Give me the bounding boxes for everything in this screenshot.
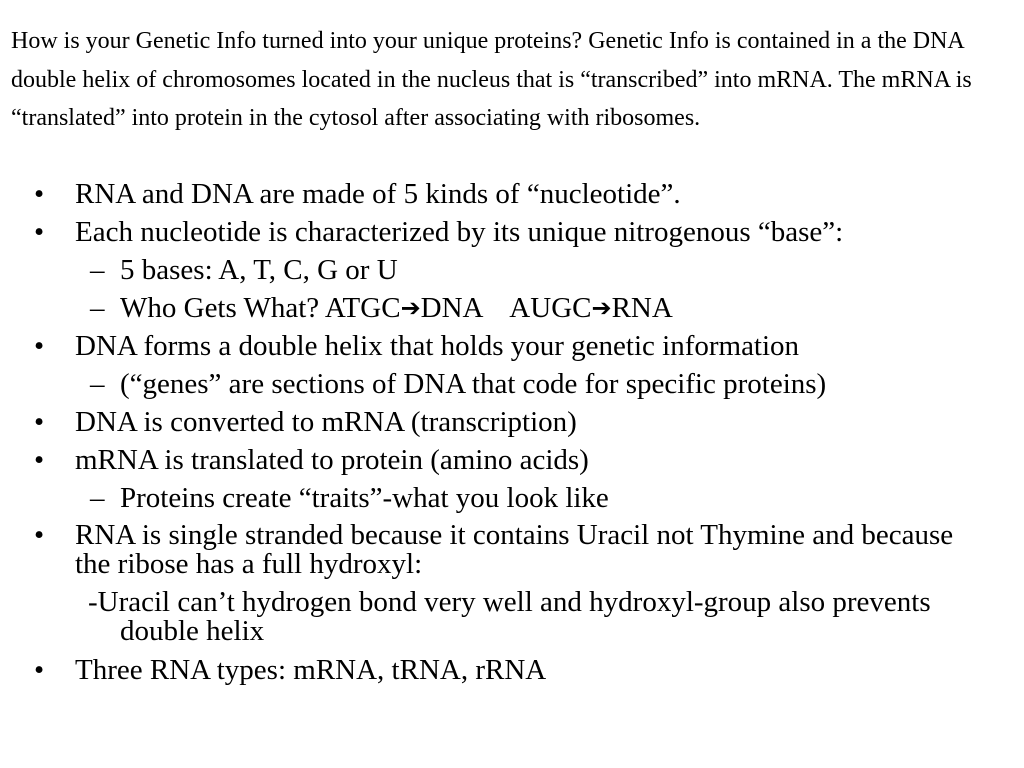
dash-marker: – bbox=[90, 254, 105, 286]
bullet-text: Three RNA types: mRNA, tRNA, rRNA bbox=[75, 654, 547, 686]
bullet-marker: • bbox=[34, 519, 45, 551]
bullet-text: mRNA is translated to protein (amino acids) bbox=[75, 444, 589, 476]
rna-bases: AUGC bbox=[481, 292, 592, 324]
bullet-nucleotides bbox=[0, 175, 1024, 213]
right-arrow-icon: ➔ bbox=[591, 294, 612, 322]
bullet-text: DNA is converted to mRNA (transcription) bbox=[75, 406, 577, 438]
sub-bullet-five-bases bbox=[0, 251, 1024, 289]
bullet-text: DNA forms a double helix that holds your genetic information bbox=[75, 330, 800, 362]
bullet-list bbox=[0, 175, 1024, 689]
bullet-marker: • bbox=[34, 178, 45, 210]
bullet-rna-types bbox=[0, 651, 1024, 689]
bullet-text: RNA is single stranded because it contains Uracil not Thymine and because the ribose has a full hydroxyl: bbox=[75, 519, 954, 580]
bullet-text: RNA and DNA are made of 5 kinds of “nucleotide”. bbox=[75, 178, 681, 210]
bullet-marker: • bbox=[34, 654, 45, 686]
bullet-marker: • bbox=[34, 330, 45, 362]
dash-marker: – bbox=[90, 482, 105, 514]
bullet-single-stranded bbox=[0, 517, 995, 584]
sub-bullet-text: 5 bases: A, T, C, G or U bbox=[120, 254, 398, 286]
rna-label: RNA bbox=[611, 292, 673, 324]
intro-paragraph: How is your Genetic Info turned into your unique proteins? Genetic Info is contained in a the DNA double helix of chromosomes located in the nucleus that is “transcribed” into mRNA. The mRNA is “translated” into protein in the cytosol after associating with ribosomes. bbox=[11, 28, 972, 131]
right-arrow-icon: ➔ bbox=[400, 294, 421, 322]
dash-marker: – bbox=[90, 368, 105, 400]
bullet-marker: • bbox=[34, 406, 45, 438]
uracil-note: -Uracil can’t hydrogen bond very well and hydroxyl-group also prevents double helix bbox=[88, 586, 931, 647]
dash-marker: – bbox=[90, 292, 105, 324]
sub-bullet-text: Who Gets What? ATGC bbox=[120, 292, 401, 324]
bullet-marker: • bbox=[34, 444, 45, 476]
bullet-bases bbox=[0, 213, 1024, 251]
dna-label: DNA bbox=[420, 292, 482, 324]
bullet-translation bbox=[0, 441, 1024, 479]
sub-bullet-genes bbox=[0, 365, 1024, 403]
sub-bullet-text: (“genes” are sections of DNA that code for specific proteins) bbox=[120, 368, 827, 400]
bullet-text: Each nucleotide is characterized by its unique nitrogenous “base”: bbox=[75, 216, 844, 248]
bullet-marker: • bbox=[34, 216, 45, 248]
sub-bullet-traits bbox=[0, 479, 1024, 517]
bullet-transcription bbox=[0, 403, 1024, 441]
sub-bullet-who-gets-what bbox=[0, 289, 1024, 327]
bullet-double-helix bbox=[0, 327, 1024, 365]
sub-bullet-text: Proteins create “traits”-what you look like bbox=[120, 482, 609, 514]
